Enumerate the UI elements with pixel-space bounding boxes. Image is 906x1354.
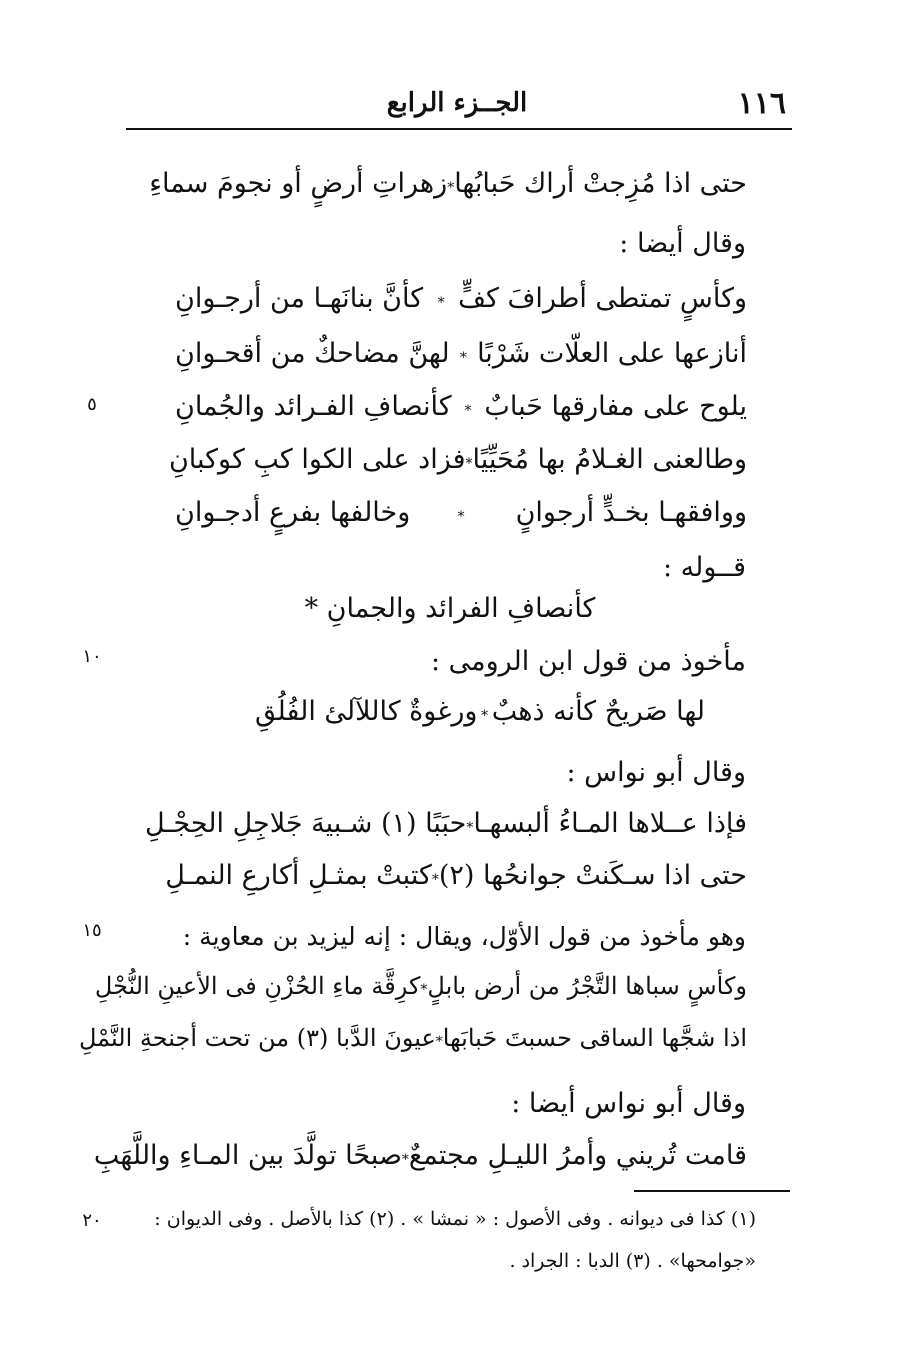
verse-separator: *	[457, 509, 465, 525]
margin-line-number: ١٥	[82, 920, 102, 941]
verse-line	[175, 497, 747, 528]
first-hemistich: وكأسٍ تمتطى أطرافَ كفٍّ	[458, 283, 747, 314]
verse-line	[175, 283, 747, 314]
text-line: وقال أبو نواس :	[566, 757, 746, 788]
first-hemistich: فإذا عــلاها المـاءُ ألبسهـا	[473, 808, 747, 839]
first-hemistich: ووافقهـا بخـدٍّ أرجوانٍ	[515, 497, 747, 528]
verse-separator: *	[435, 1034, 443, 1050]
verse-separator: *	[401, 1152, 409, 1168]
first-hemistich: اذا شجَّها الساقى حسبتَ حَبابَها	[442, 1024, 747, 1052]
first-hemistich: لها صَريحٌ كأنه ذهبٌ	[491, 696, 705, 727]
margin-line-number: ٥	[87, 394, 97, 415]
text-line: وهو مأخوذ من قول الأوّل، ويقال : إنه ليزيد بن معاوية :	[182, 922, 746, 951]
first-hemistich: وكأسٍ سباها التَّجْرُ من أرض بابلٍ	[427, 972, 747, 1000]
header-rule	[126, 128, 792, 130]
margin-line-number: ٢٠	[82, 1210, 102, 1231]
second-hemistich: عيونَ الدَّبا (٣) من تحت أجنحةِ النَّمْلِ	[79, 1024, 436, 1052]
text-line: وقال أيضا :	[619, 228, 746, 259]
first-hemistich: حتى اذا مُزِجتْ أراك حَبابُها	[454, 168, 747, 199]
first-hemistich: وطالعنى الغـلامُ بها مُحَيِّيًا	[472, 444, 747, 475]
second-hemistich: لهنَّ مضاحكٌ من أقحـوانِ	[175, 338, 450, 369]
verse-line	[93, 1140, 747, 1171]
verse-line	[165, 860, 747, 891]
verse-line	[175, 338, 747, 369]
second-hemistich: كتبتْ بمثـلِ أكارعِ النمـلِ	[165, 860, 432, 891]
second-hemistich: كأنصافِ الفـرائد والجُمانِ	[175, 391, 452, 422]
verse-separator: *	[459, 350, 467, 366]
verse-separator: *	[431, 872, 439, 888]
text-line: وقال أبو نواس أيضا :	[511, 1088, 746, 1119]
page-number: ١١٦	[737, 86, 786, 121]
margin-line-number: ١٠	[82, 646, 102, 667]
verse-line	[145, 808, 747, 839]
verse-line	[168, 444, 747, 475]
second-hemistich: وخالفها بفرعٍ أدجـوانِ	[175, 497, 411, 528]
first-hemistich: حتى اذا سـكَنتْ جوانحُها (٢)	[438, 860, 747, 891]
verse-line	[79, 1024, 747, 1052]
first-hemistich: أنازعها على العلّات شَرْبًا	[477, 338, 747, 369]
verse-separator: *	[465, 456, 473, 472]
quoted-hemistich: كأنصافِ الفرائد والجمانِ *	[304, 593, 596, 624]
verse-line	[255, 696, 705, 727]
footnote-line: (١) كذا فى ديوانه . وفى الأصول : « نمشا » . (٢) كذا بالأصل . وفى الديوان :	[154, 1208, 756, 1230]
verse-separator: *	[447, 180, 455, 196]
verse-line	[175, 391, 747, 422]
verse-separator: *	[466, 820, 474, 836]
second-hemistich: ورغوةٌ كاللآلئ الفُلُقِ	[255, 696, 478, 727]
verse-line	[94, 972, 747, 1000]
first-hemistich: قامت تُريني وأمرُ الليـلِ مجتمعٌ	[408, 1140, 747, 1171]
verse-separator: *	[464, 403, 472, 419]
text-line: قــوله :	[662, 552, 746, 583]
verse-separator: *	[481, 708, 489, 724]
running-header: الجــزء الرابع	[386, 88, 528, 118]
second-hemistich: صبحًا تولَّدَ بين المـاءِ واللَّهَبِ	[93, 1140, 402, 1171]
footnote-line: «جوامحها» . (٣) الدبا : الجراد .	[509, 1250, 756, 1272]
verse-line	[149, 168, 747, 199]
verse-separator: *	[420, 982, 428, 998]
footnote-rule	[634, 1190, 790, 1192]
second-hemistich: زهراتِ أرضٍ أو نجومَ سماءِ	[149, 168, 448, 199]
second-hemistich: كرِقَّة ماءِ الحُزْنِ فى الأعينِ النُّجْلِ	[94, 972, 421, 1000]
second-hemistich: كأنَّ بنانَهـا من أرجـوانِ	[175, 283, 424, 314]
first-hemistich: يلوح على مفارقها حَبابٌ	[484, 391, 747, 422]
second-hemistich: فزاد على الكوا كبِ كوكبانِ	[168, 444, 466, 475]
verse-separator: *	[437, 295, 445, 311]
text-line: مأخوذ من قول ابن الرومى :	[430, 646, 746, 677]
second-hemistich: حبَبًا (١) شـبيهَ جَلاجِلِ الحِجْـلِ	[145, 808, 467, 839]
